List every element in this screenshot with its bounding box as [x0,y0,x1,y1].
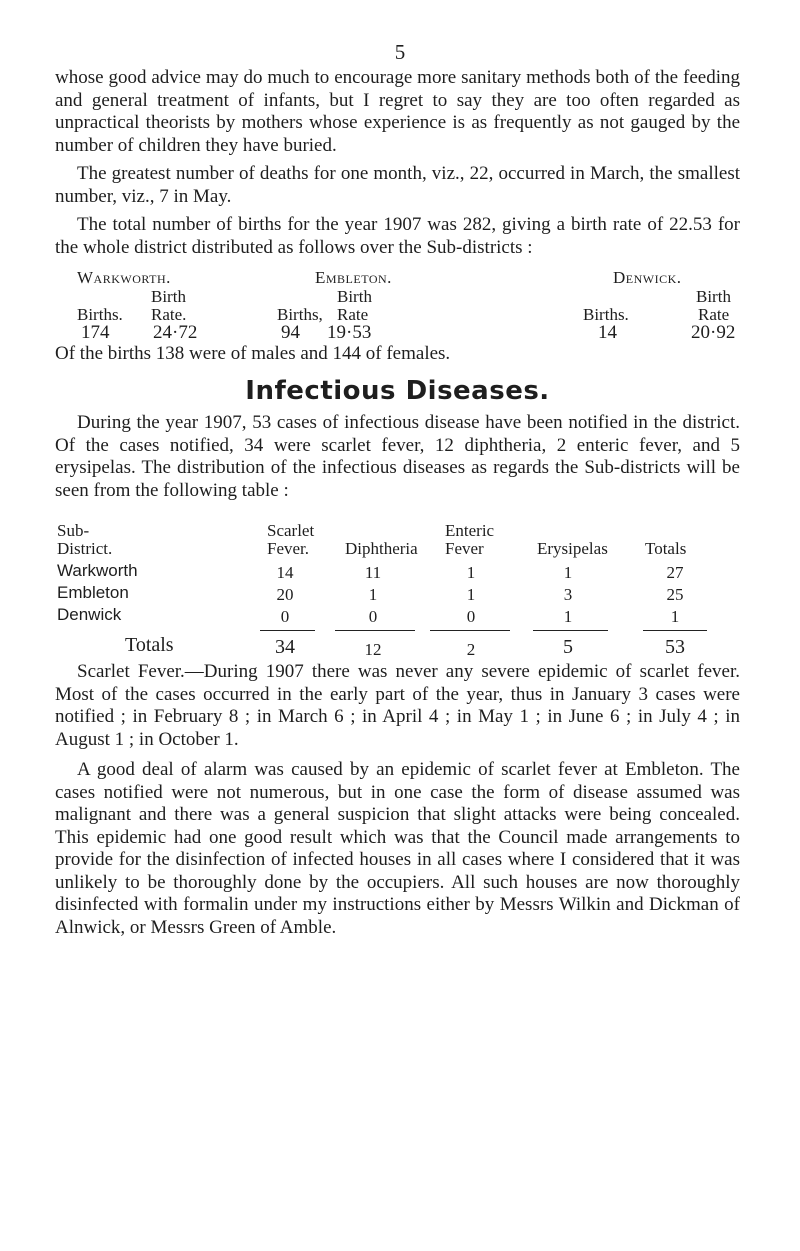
header-diphtheria: Diphtheria [345,539,418,558]
warkworth-total: 27 [666,563,684,582]
header-subdistrict-top: Sub- [57,521,90,540]
warkworth-rate-header: Rate. [151,305,187,324]
section-heading: Infectious Diseases. [245,375,550,406]
embleton-rate-header: Rate [337,305,369,324]
embleton-births-header: Births, [277,305,323,324]
paragraph-births: The total number of births for the year 1907 was 282, giving a birth rate of 22.53 for the whole district distributed as follows over the Sub-districts : [55,214,740,258]
denwick-birth-label: Birth [696,287,731,306]
embleton-births-value: 94 [281,322,300,343]
warkworth-diphtheria: 11 [364,563,382,582]
embleton-erysipelas: 3 [563,585,573,604]
rule-diphtheria [335,630,415,631]
births-table [55,268,740,343]
page-number: 5 [394,40,406,64]
rule-scarlet [260,630,315,631]
denwick-births-value: 14 [598,322,617,343]
embleton-total: 25 [666,585,684,604]
totals-scarlet: 34 [275,636,295,658]
header-scarlet: Fever. [267,539,310,558]
district-name-denwick: Denwick. [613,268,682,287]
district-name-warkworth: Warkworth. [77,268,171,287]
warkworth-scarlet: 14 [276,563,294,582]
denwick-diphtheria: 0 [368,607,378,626]
totals-label: Totals [125,634,174,656]
paragraph-embleton-epidemic: A good deal of alarm was caused by an epidemic of scarlet fever at Embleton. The cases notified were not numerous, but in one case the form of disease assumed was malignant and there was a general suspicion that slight attacks were being concealed. This epidemic had one good result which was that the Council made arrangements to provide for the disinfection of infected houses in all cases where I considered that it was unlikely to be thoroughly done by the occupiers. All such houses are now thoroughly disinfected with formalin under my instructions either by Messrs Wilkin and Dickman of Alnwick, or Messrs Green of Amble. [55,759,740,938]
paragraph-intro: whose good advice may do much to encourage more sanitary methods both of the feeding and general treatment of infants, but I regret to say they are too often regarded as unpractical theorists by mothers whose experience is as frequently as not gauged by the number of children they have buried. [55,67,740,156]
page-body [55,67,740,939]
paragraph-deaths: The greatest number of deaths for one month, viz., 22, occurred in March, the smallest number, viz., 7 in May. [55,163,740,207]
embleton-rate-value: 19·53 [327,322,372,343]
warkworth-rate-value: 24·72 [153,322,198,343]
warkworth-birth-label: Birth [151,287,186,306]
row-label-denwick: Denwick [57,605,122,624]
embleton-enteric: 1 [466,585,476,604]
row-label-embleton: Embleton [57,583,129,602]
totals-total: 53 [665,636,685,658]
denwick-rate-value: 20·92 [691,322,736,343]
totals-enteric: 2 [466,640,476,659]
disease-table [55,522,740,657]
denwick-erysipelas: 1 [563,607,573,626]
warkworth-births-value: 174 [81,322,110,343]
rule-enteric [430,630,510,631]
denwick-births-header: Births. [583,305,629,324]
denwick-total: 1 [670,607,680,626]
warkworth-enteric: 1 [466,563,476,582]
district-name-embleton: Embleton. [315,268,392,287]
header-totals: Totals [645,539,687,558]
denwick-scarlet: 0 [280,607,290,626]
totals-erysipelas: 5 [563,636,573,658]
header-subdistrict: District. [57,539,113,558]
denwick-rate-header: Rate [698,305,730,324]
embleton-birth-label: Birth [337,287,372,306]
header-enteric-top: Enteric [445,521,495,540]
warkworth-births-header: Births. [77,305,123,324]
embleton-scarlet: 20 [276,585,294,604]
rule-totals [643,630,707,631]
paragraph-infectious: During the year 1907, 53 cases of infectious disease have been notified in the district. Of the cases notified, 34 were scarlet fever, 12 diphtheria, 2 enteric fever, and 5 erysipelas. The distribution of the infectious diseases as regards the Sub-districts will be seen from the following table : [55,412,740,501]
rule-erysipelas [533,630,608,631]
totals-diphtheria: 12 [364,640,382,659]
header-enteric: Fever [445,539,484,558]
paragraph-sex-ratio: Of the births 138 were of males and 144 of females. [55,343,451,364]
embleton-diphtheria: 1 [368,585,378,604]
header-scarlet-top: Scarlet [267,521,315,540]
paragraph-scarlet-fever: Scarlet Fever.—During 1907 there was never any severe epidemic of scarlet fever. Most of the cases occurred in the early part of the year, thus in January 3 cases were notified ; in February 8 ; in March 6 ; in April 4 ; in May 1 ; in June 6 ; in July 4 ; in August 1 ; in October 1. [55,661,740,750]
denwick-enteric: 0 [466,607,476,626]
header-erysipelas: Erysipelas [537,539,608,558]
warkworth-erysipelas: 1 [563,563,573,582]
row-label-warkworth: Warkworth [57,561,138,580]
